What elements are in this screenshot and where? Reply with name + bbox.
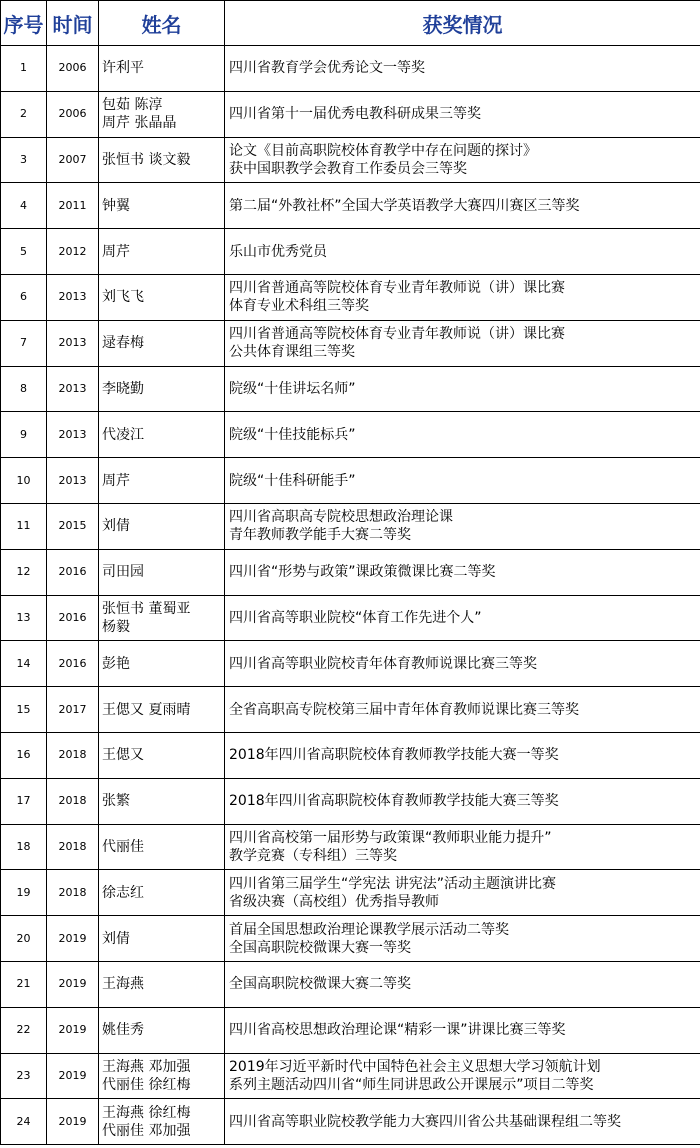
row-index: 22 [1,1007,47,1053]
table-row [1,91,700,137]
name-line: 钟翼 [102,197,130,214]
row-award [225,641,700,687]
row-award [225,46,700,92]
row-names [99,916,225,962]
name-line: 代丽佳 邓加强 [102,1122,191,1139]
award-line: 全国高职院校微课大赛一等奖 [229,939,411,956]
award-line: 四川省普通高等院校体育专业青年教师说（讲）课比赛 [229,326,565,343]
row-names [99,458,225,504]
row-award [225,366,700,412]
table-row [1,732,700,778]
row-names [99,687,225,733]
row-award [225,549,700,595]
name-line: 张恒书 董蜀亚 [102,600,191,617]
row-award [225,595,700,641]
table-row [1,549,700,595]
table-row [1,824,700,870]
table-row [1,916,700,962]
name-line: 王偲又 夏雨晴 [102,701,191,718]
table-row [1,458,700,504]
name-line: 王海燕 邓加强 [102,1058,191,1075]
header-index: 序号 [1,1,47,46]
row-names [99,549,225,595]
row-award [225,183,700,229]
name-line: 王偲又 [102,747,144,764]
table-row [1,687,700,733]
name-line: 彭艳 [102,655,130,672]
header-name: 姓名 [99,1,225,46]
award-line: 全省高职高专院校第三届中青年体育教师说课比赛三等奖 [229,701,579,718]
row-award [225,320,700,366]
table-row [1,183,700,229]
row-year: 2013 [47,458,99,504]
award-line: 四川省第十一届优秀电教科研成果三等奖 [229,106,481,123]
table-row [1,961,700,1007]
table-row [1,778,700,824]
name-line: 李晓勤 [102,380,144,397]
table-row [1,137,700,183]
row-index: 13 [1,595,47,641]
row-index: 24 [1,1099,47,1145]
row-index: 7 [1,320,47,366]
award-line: 四川省高等职业院校青年体育教师说课比赛三等奖 [229,655,537,672]
row-award [225,1007,700,1053]
row-index: 19 [1,870,47,916]
table-row [1,595,700,641]
table-row [1,366,700,412]
row-year: 2016 [47,641,99,687]
name-line: 周芹 [102,243,130,260]
row-names [99,732,225,778]
row-index: 5 [1,229,47,275]
award-line: 四川省教育学会优秀论文一等奖 [229,60,425,77]
row-names [99,778,225,824]
award-line: 四川省高等职业院校“体育工作先进个人” [229,609,482,626]
name-line: 周芹 张晶晶 [102,115,177,132]
row-names [99,183,225,229]
name-line: 张繁 [102,793,130,810]
row-index: 6 [1,274,47,320]
row-names [99,274,225,320]
row-year: 2006 [47,91,99,137]
award-line: 2018年四川省高职院校体育教师教学技能大赛三等奖 [229,793,559,810]
row-year: 2016 [47,595,99,641]
row-year: 2019 [47,1007,99,1053]
award-line: 青年教师教学能手大赛二等奖 [229,527,411,544]
name-line: 刘倩 [102,518,130,535]
row-names [99,91,225,137]
row-year: 2013 [47,320,99,366]
award-line: 四川省高校思想政治理论课“精彩一课”讲课比赛三等奖 [229,1022,566,1039]
row-year: 2011 [47,183,99,229]
table-row [1,229,700,275]
name-line: 代丽佳 [102,838,144,855]
row-award [225,687,700,733]
name-line: 许利平 [102,60,144,77]
award-line: 院级“十佳技能标兵” [229,426,356,443]
table-row [1,46,700,92]
row-index: 23 [1,1053,47,1099]
table-row [1,1053,700,1099]
award-line: 体育专业术科组三等奖 [229,298,369,315]
row-award [225,503,700,549]
row-year: 2013 [47,366,99,412]
award-line: 省级决赛（高校组）优秀指导教师 [229,893,439,910]
name-line: 刘飞飞 [102,289,144,306]
table-row [1,503,700,549]
row-index: 15 [1,687,47,733]
row-index: 14 [1,641,47,687]
row-names [99,1053,225,1099]
row-index: 12 [1,549,47,595]
row-names [99,870,225,916]
award-line: 系列主题活动四川省“师生同讲思政公开课展示”项目二等奖 [229,1076,594,1093]
row-names [99,320,225,366]
row-year: 2017 [47,687,99,733]
award-line: 论文《目前高职院校体育教学中存在问题的探讨》 [229,142,537,159]
row-names [99,1007,225,1053]
award-line: 乐山市优秀党员 [229,243,327,260]
table-row [1,1007,700,1053]
row-year: 2013 [47,274,99,320]
row-index: 8 [1,366,47,412]
row-index: 20 [1,916,47,962]
row-award [225,274,700,320]
name-line: 姚佳秀 [102,1022,144,1039]
row-index: 21 [1,961,47,1007]
name-line: 司田园 [102,564,144,581]
row-award [225,229,700,275]
row-names [99,961,225,1007]
award-line: 院级“十佳科研能手” [229,472,356,489]
row-year: 2019 [47,961,99,1007]
row-names [99,824,225,870]
table-row [1,641,700,687]
row-names [99,595,225,641]
award-line: 教学竞赛（专科组）三等奖 [229,847,397,864]
row-year: 2018 [47,870,99,916]
name-line: 杨毅 [102,618,130,635]
row-award [225,870,700,916]
row-names [99,412,225,458]
row-names [99,137,225,183]
table-row [1,412,700,458]
name-line: 张恒书 谈文毅 [102,151,191,168]
award-line: 2018年四川省高职院校体育教师教学技能大赛一等奖 [229,747,559,764]
name-line: 周芹 [102,472,130,489]
row-index: 10 [1,458,47,504]
award-line: 四川省“形势与政策”课政策微课比赛二等奖 [229,564,496,581]
row-names [99,366,225,412]
header-award: 获奖情况 [225,1,700,46]
row-names [99,46,225,92]
row-names [99,503,225,549]
name-line: 包茹 陈淳 [102,97,163,114]
table-row [1,274,700,320]
table-row [1,320,700,366]
row-award [225,778,700,824]
row-award [225,1053,700,1099]
row-year: 2007 [47,137,99,183]
award-line: 四川省普通高等院校体育专业青年教师说（讲）课比赛 [229,280,565,297]
row-names [99,1099,225,1145]
name-line: 徐志红 [102,884,144,901]
header-year: 时间 [47,1,99,46]
award-line: 四川省高职高专院校思想政治理论课 [229,509,453,526]
row-year: 2018 [47,732,99,778]
award-line: 四川省高校第一届形势与政策课“教师职业能力提升” [229,829,552,846]
name-line: 逯春梅 [102,335,144,352]
name-line: 王海燕 徐红梅 [102,1104,191,1121]
row-index: 2 [1,91,47,137]
award-line: 四川省第三届学生“学宪法 讲宪法”活动主题演讲比赛 [229,875,556,892]
header-row [1,1,700,46]
row-index: 11 [1,503,47,549]
row-year: 2019 [47,1099,99,1145]
row-index: 9 [1,412,47,458]
award-line: 公共体育课组三等奖 [229,344,355,361]
award-line: 院级“十佳讲坛名师” [229,380,356,397]
row-award [225,961,700,1007]
row-index: 1 [1,46,47,92]
row-award [225,824,700,870]
name-line: 代丽佳 徐红梅 [102,1076,191,1093]
row-year: 2019 [47,1053,99,1099]
row-year: 2013 [47,412,99,458]
row-names [99,229,225,275]
row-year: 2019 [47,916,99,962]
row-index: 3 [1,137,47,183]
row-award [225,732,700,778]
row-index: 16 [1,732,47,778]
table-body [1,46,700,1145]
row-award [225,458,700,504]
award-line: 2019年习近平新时代中国特色社会主义思想大学习领航计划 [229,1058,601,1075]
row-index: 17 [1,778,47,824]
row-year: 2015 [47,503,99,549]
table-row [1,1099,700,1145]
row-award [225,1099,700,1145]
row-award [225,412,700,458]
row-award [225,916,700,962]
award-line: 首届全国思想政治理论课教学展示活动二等奖 [229,921,509,938]
row-index: 4 [1,183,47,229]
row-year: 2006 [47,46,99,92]
row-award [225,91,700,137]
row-year: 2016 [47,549,99,595]
award-line: 第二届“外教社杯”全国大学英语教学大赛四川赛区三等奖 [229,197,580,214]
award-line: 获中国职教学会教育工作委员会三等奖 [229,160,467,177]
row-names [99,641,225,687]
name-line: 代凌江 [102,426,144,443]
name-line: 王海燕 [102,976,144,993]
row-year: 2018 [47,778,99,824]
row-index: 18 [1,824,47,870]
table-row [1,870,700,916]
row-year: 2012 [47,229,99,275]
row-year: 2018 [47,824,99,870]
row-award [225,137,700,183]
name-line: 刘倩 [102,930,130,947]
award-line: 全国高职院校微课大赛二等奖 [229,976,411,993]
award-line: 四川省高等职业院校教学能力大赛四川省公共基础课程组二等奖 [229,1113,621,1130]
